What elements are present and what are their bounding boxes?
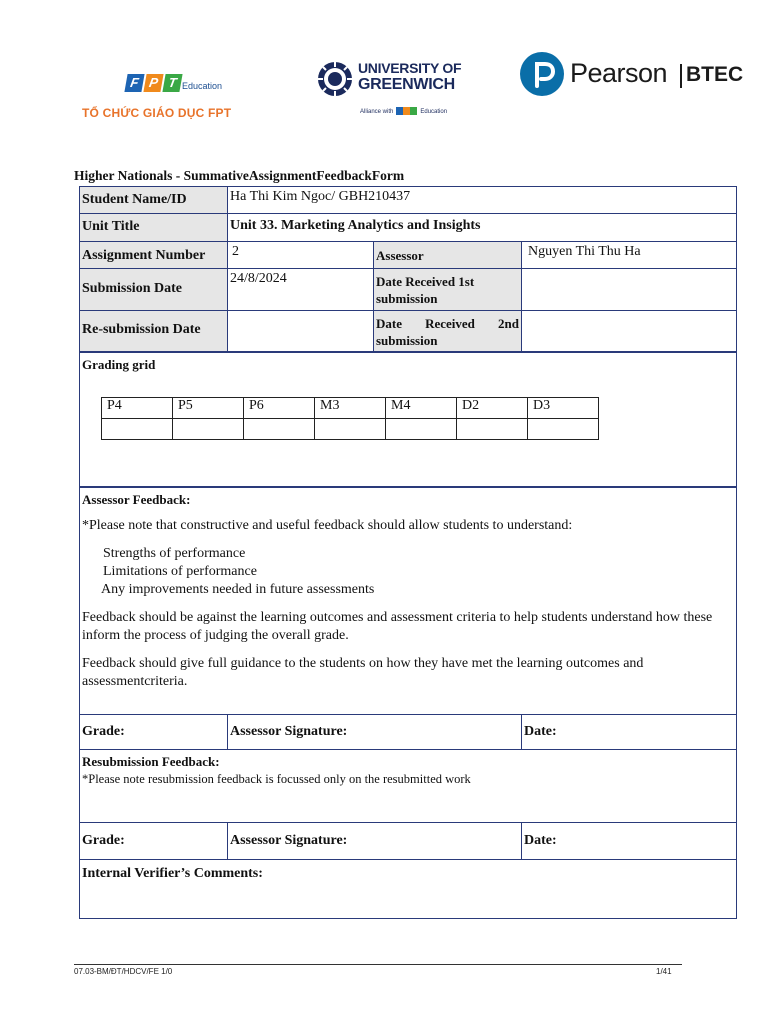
student-label: Student Name/ID — [80, 187, 227, 213]
assessor-feedback-label: Assessor Feedback: — [82, 492, 191, 507]
alliance-suffix: Education — [420, 109, 448, 115]
pearson-divider — [680, 64, 682, 88]
assessor-signature-label-1: Assessor Signature: — [227, 715, 521, 749]
grade-header-d2: D2 — [457, 398, 528, 419]
grade-cell-p5 — [173, 419, 244, 440]
row-signoff-1 — [80, 714, 736, 749]
row-resubmission-feedback — [80, 749, 736, 822]
assignment-label: Assignment Number — [80, 242, 227, 268]
row-submission — [80, 268, 736, 310]
resubmission-date-value — [227, 311, 373, 351]
alliance-prefix: Alliance with — [360, 109, 394, 115]
pearson-wordmark: Pearson — [570, 58, 668, 88]
feedback-paragraph-1: Feedback should be against the learning outcomes and assessment criteria to help students understand how these inform the process of judging the overall grade. — [82, 610, 713, 643]
fpt-mark — [126, 74, 181, 92]
submission-value: 24/8/2024 — [227, 269, 373, 310]
date-received-1st-label: Date Received 1st submission — [373, 269, 521, 310]
feedback-bullet-strengths: Strengths of performance — [103, 546, 246, 561]
fpt-letter-p: P — [143, 74, 163, 92]
row-assignment — [80, 241, 736, 268]
submission-label: Submission Date — [80, 269, 227, 310]
row-signoff-2 — [80, 822, 736, 859]
date-label-1: Date: — [521, 715, 736, 749]
grade-cell-m3 — [315, 419, 386, 440]
row-resubmission — [80, 310, 736, 351]
resubmission-date-label: Re-submission Date — [80, 311, 227, 351]
row-student — [80, 187, 736, 213]
student-value: Ha Thi Kim Ngoc/ GBH210437 — [227, 187, 736, 213]
row-assessor-feedback — [80, 486, 736, 714]
form-title: Higher Nationals - SummativeAssignmentFeedbackForm — [74, 168, 405, 183]
grade-cell-d3 — [528, 419, 599, 440]
pearson-mark-icon — [520, 52, 564, 96]
greenwich-logo — [316, 58, 466, 120]
grade-cell-m4 — [386, 419, 457, 440]
assessor-feedback-block — [80, 488, 736, 714]
grade-header-p4: P4 — [102, 398, 173, 419]
grade-label-2: Grade: — [82, 833, 125, 848]
grading-grid-label: Grading grid — [82, 357, 156, 372]
fpt-education-logo — [80, 72, 260, 127]
fpt-letter-t: T — [162, 74, 182, 92]
date-label-2: Date: — [521, 823, 736, 859]
unit-value: Unit 33. Marketing Analytics and Insights — [227, 214, 736, 241]
greenwich-line1: UNIVERSITY OF — [358, 60, 462, 76]
internal-verifier-label: Internal Verifier’s Comments: — [82, 866, 263, 881]
feedback-form — [79, 186, 737, 919]
date-received-2nd-label: Date Received 2nd submission — [373, 311, 521, 351]
row-unit — [80, 213, 736, 241]
row-internal-verifier — [80, 859, 736, 918]
assessor-signature-label-2: Assessor Signature: — [227, 823, 521, 859]
feedback-bullet-limitations: Limitations of performance — [103, 564, 257, 579]
assignment-value: 2 — [227, 242, 373, 268]
resubmission-feedback-block — [80, 750, 736, 822]
date-received-1st-value — [521, 269, 736, 310]
grade-header-p5: P5 — [173, 398, 244, 419]
grade-header-d3: D3 — [528, 398, 599, 419]
grade-header-p6: P6 — [244, 398, 315, 419]
assessor-label: Assessor — [373, 242, 521, 268]
grade-header-m3: M3 — [315, 398, 386, 419]
grade-cell-d2 — [457, 419, 528, 440]
grade-cell-p4 — [102, 419, 173, 440]
grading-grid-table — [101, 397, 599, 440]
feedback-paragraph-2: Feedback should give full guidance to the students on how they have met the learning outcomes and assessmentcriteria. — [82, 656, 644, 689]
grade-label-1: Grade: — [82, 724, 125, 739]
greenwich-alliance — [360, 107, 447, 117]
footer-divider — [74, 964, 682, 965]
greenwich-line2: GREENWICH — [358, 76, 455, 93]
grading-grid-header-row — [102, 398, 599, 419]
unit-label: Unit Title — [80, 214, 227, 241]
fpt-education-text: Education — [182, 81, 223, 91]
assessor-value: Nguyen Thi Thu Ha — [521, 242, 736, 268]
row-grading-grid — [80, 351, 736, 486]
grade-header-m4: M4 — [386, 398, 457, 419]
feedback-note: *Please note that constructive and useful feedback should allow students to understand: — [82, 518, 573, 533]
footer-page-number: 1/41 — [656, 967, 672, 976]
greenwich-seal-icon — [316, 60, 354, 98]
pearson-btec-logo — [520, 52, 750, 102]
grade-cell-p6 — [244, 419, 315, 440]
resubmission-feedback-label: Resubmission Feedback: — [82, 754, 220, 769]
btec-wordmark: BTEC — [686, 63, 744, 86]
fpt-organization-name: TỔ CHỨC GIÁO DỤC FPT — [82, 106, 232, 120]
fpt-letter-f: F — [124, 74, 144, 92]
footer-document-code: 07.03-BM/ĐT/HDCV/FE 1/0 — [74, 967, 173, 976]
feedback-bullet-improvements: Any improvements needed in future assessments — [101, 582, 375, 597]
resubmission-feedback-note: *Please note resubmission feedback is focussed only on the resubmitted work — [82, 772, 471, 786]
alliance-fpt-mark — [396, 107, 417, 117]
grading-grid-value-row — [102, 419, 599, 440]
date-received-2nd-value — [521, 311, 736, 351]
